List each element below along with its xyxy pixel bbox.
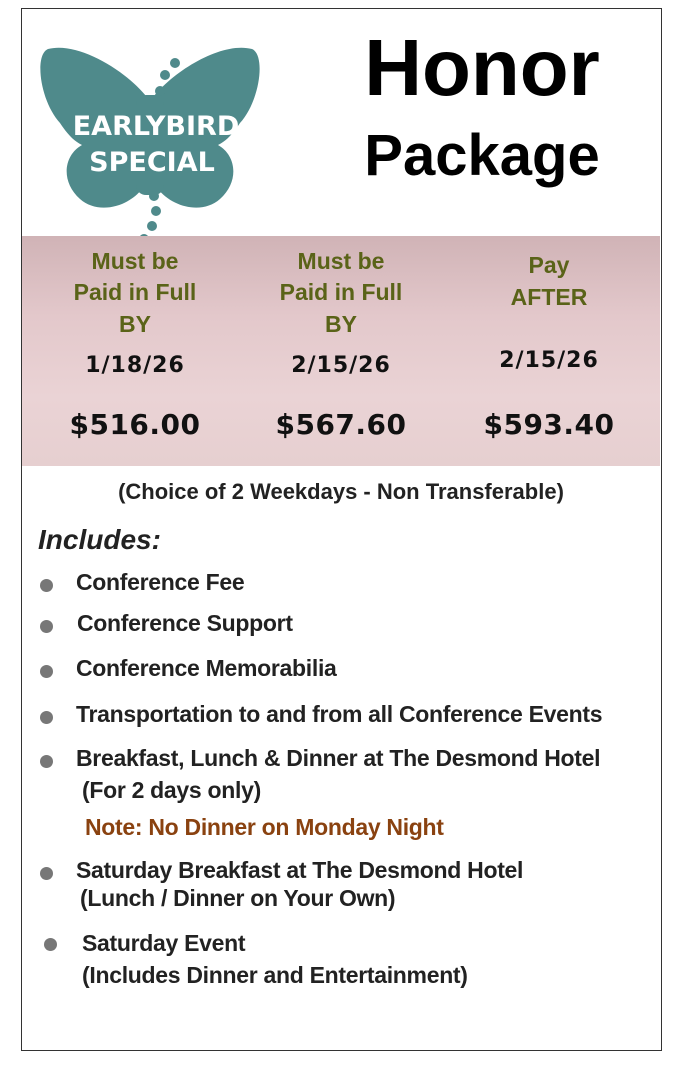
page-title-line2: Package [364,123,600,188]
list-item-text: Saturday Breakfast at The Desmond Hotel [76,857,524,883]
deadline-date: 2/15/26 [499,348,599,373]
bullet-icon [40,579,53,592]
bullet-icon [40,711,53,724]
column-head-line: Paid in Full [73,279,197,305]
page-title-line1: Honor [364,23,600,112]
logo-line2: SPECIAL [89,147,215,178]
earlybird-butterfly-logo [38,31,270,241]
list-item-text: Transportation to and from all Conference Events [76,701,603,727]
list-item-subtext: (For 2 days only) [82,777,261,803]
price-amount: $567.60 [275,408,407,441]
bullet-icon [40,665,53,678]
list-item-text: Breakfast, Lunch & Dinner at The Desmond Hotel [76,745,601,771]
choice-note: (Choice of 2 Weekdays - Non Transferable) [118,479,564,504]
list-item-text: Saturday Event [82,930,246,956]
bullet-icon [44,938,57,951]
list-item-subtext: (Lunch / Dinner on Your Own) [80,885,396,911]
column-head-line: Must be [297,248,385,274]
package-card [21,8,662,1051]
deadline-date: 1/18/26 [85,353,185,378]
bullet-icon [40,620,53,633]
column-head-line: AFTER [510,284,588,310]
column-head-line: BY [119,311,151,337]
list-item-subtext: (Includes Dinner and Entertainment) [82,962,468,988]
price-amount: $516.00 [69,408,201,441]
list-item-text: Conference Fee [76,569,245,595]
column-head-line: Pay [528,252,570,278]
list-item-text: Conference Memorabilia [76,655,337,681]
logo-line1: EARLYBIRD [72,111,240,142]
column-head-line: BY [325,311,357,337]
bullet-icon [40,867,53,880]
column-head-line: Must be [91,248,179,274]
list-item-text: Conference Support [77,610,293,636]
price-amount: $593.40 [483,408,615,441]
deadline-date: 2/15/26 [291,353,391,378]
column-head-line: Paid in Full [279,279,403,305]
pricing-band [22,236,660,466]
bullet-icon [40,755,53,768]
includes-heading: Includes: [38,524,161,555]
list-item-note: Note: No Dinner on Monday Night [85,814,444,840]
